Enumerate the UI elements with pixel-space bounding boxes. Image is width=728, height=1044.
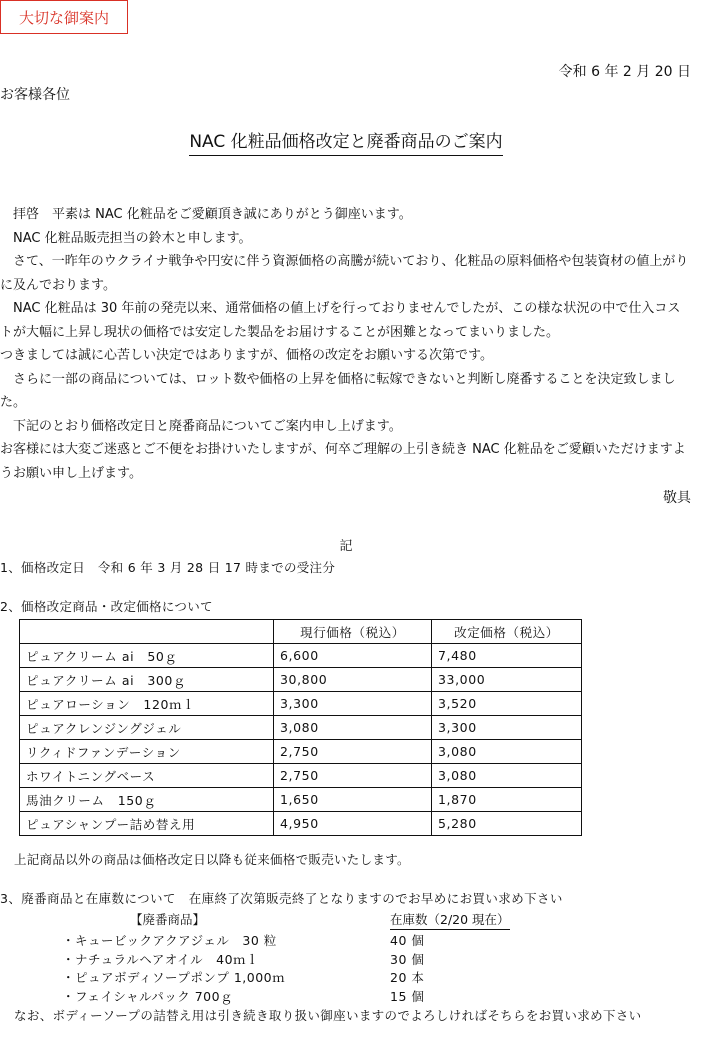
price-table bbox=[19, 619, 582, 836]
table-row bbox=[20, 812, 582, 836]
header-product bbox=[20, 620, 274, 644]
discontinued-item-name: ・ナチュラルヘアオイル 40ｍｌ bbox=[62, 952, 260, 967]
discontinued-item-name: ・キュービックアクアジェル 30 粒 bbox=[62, 933, 277, 948]
table-row bbox=[20, 692, 582, 716]
current-price: 2,750 bbox=[274, 740, 432, 764]
product-name: ピュアクリーム ai 300ｇ bbox=[20, 668, 274, 692]
product-name: ホワイトニングベース bbox=[20, 764, 274, 788]
current-price: 4,950 bbox=[274, 812, 432, 836]
body-paragraph: お客様には大変ご迷惑とご不便をお掛けいたしますが、何卒ご理解の上引き続き NAC 化粧品をご愛顧いただけますようお願い申し上げます。 bbox=[0, 442, 686, 481]
discontinued-item-stock: 15 個 bbox=[390, 989, 425, 1004]
item-price-revision-products: 2、価格改定商品・改定価格について bbox=[0, 599, 213, 614]
discontinued-item-name: ・フェイシャルパック 700ｇ bbox=[62, 989, 234, 1004]
item-price-revision-date: 1、価格改定日 令和 6 年 3 月 28 日 17 時までの受注分 bbox=[0, 560, 336, 575]
body-paragraph: さて、一昨年のウクライナ戦争や円安に伴う資源価格の高騰が続いており、化粧品の原料価格や包装資材の値上がりに及んでおります。 bbox=[0, 254, 689, 293]
price-table-header-row bbox=[20, 620, 582, 644]
body-paragraph: NAC 化粧品販売担当の鈴木と申します。 bbox=[13, 230, 252, 246]
product-name: リクィドファンデーション bbox=[20, 740, 274, 764]
revised-price: 5,280 bbox=[432, 812, 582, 836]
current-price: 3,080 bbox=[274, 716, 432, 740]
table-row bbox=[20, 644, 582, 668]
revised-price: 3,080 bbox=[432, 764, 582, 788]
header-revised-price: 改定価格（税込） bbox=[432, 620, 582, 644]
current-price: 30,800 bbox=[274, 668, 432, 692]
current-price: 2,750 bbox=[274, 764, 432, 788]
closing-word: 敬具 bbox=[663, 490, 691, 506]
document-title-text: NAC 化粧品価格改定と廃番商品のご案内 bbox=[189, 132, 502, 156]
refill-note: なお、ボディーソープの詰替え用は引き続き取り扱い御座いますのでよろしければそちらをお買い求め下さい bbox=[14, 1008, 642, 1023]
stock-header: 在庫数（2/20 現在） bbox=[390, 910, 510, 930]
revised-price: 3,520 bbox=[432, 692, 582, 716]
revised-price: 3,080 bbox=[432, 740, 582, 764]
document-date: 令和 6 年 2 月 20 日 bbox=[558, 64, 691, 80]
current-price: 6,600 bbox=[274, 644, 432, 668]
table-row bbox=[20, 788, 582, 812]
item-discontinued-products: 3、廃番商品と在庫数について 在庫終了次第販売終了となりますのでお早めにお買い求め下さい bbox=[0, 891, 563, 906]
body-paragraph: NAC 化粧品は 30 年前の発売以来、通常価格の値上げを行っておりませんでしたが、この様な状況の中で仕入コストが大幅に上昇し現状の価格では安定した製品をお届けすることが困難となってまいりました。 bbox=[0, 301, 681, 340]
body-paragraph: つきましては誠に心苦しい決定ではありますが、価格の改定をお願いする次第です。 bbox=[0, 348, 493, 363]
table-row bbox=[20, 764, 582, 788]
discontinued-item-stock: 40 個 bbox=[390, 933, 425, 948]
discontinued-item-name: ・ピュアボディソープポンプ 1,000ｍ bbox=[62, 970, 286, 985]
revised-price: 7,480 bbox=[432, 644, 582, 668]
discontinued-item-stock: 30 個 bbox=[390, 952, 425, 967]
document-title bbox=[0, 127, 692, 152]
table-row bbox=[20, 740, 582, 764]
product-name: ピュアシャンプー詰め替え用 bbox=[20, 812, 274, 836]
body-paragraph: さらに一部の商品については、ロット数や価格の上昇を価格に転嫁できないと判断し廃番することを決定致しました。 bbox=[0, 371, 676, 410]
header-current-price: 現行価格（税込） bbox=[274, 620, 432, 644]
current-price: 3,300 bbox=[274, 692, 432, 716]
ki-heading: 記 bbox=[339, 539, 353, 554]
body-paragraph: 拝啓 平素は NAC 化粧品をご愛顧頂き誠にありがとう御座います。 bbox=[13, 207, 412, 222]
notice-badge: 大切な御案内 bbox=[0, 0, 128, 34]
discontinued-header: 【廃番商品】 bbox=[130, 912, 206, 927]
letter-body bbox=[0, 203, 692, 485]
revised-price: 33,000 bbox=[432, 668, 582, 692]
product-name: ピュアローション 120ｍｌ bbox=[20, 692, 274, 716]
table-row bbox=[20, 716, 582, 740]
body-paragraph: 下記のとおり価格改定日と廃番商品についてご案内申し上げます。 bbox=[13, 418, 402, 434]
product-name: ピュアクレンジングジェル bbox=[20, 716, 274, 740]
recipient-line: お客様各位 bbox=[0, 87, 70, 103]
product-name: ピュアクリーム ai 50ｇ bbox=[20, 644, 274, 668]
discontinued-item-stock: 20 本 bbox=[390, 970, 425, 985]
current-price: 1,650 bbox=[274, 788, 432, 812]
revised-price: 3,300 bbox=[432, 716, 582, 740]
revised-price: 1,870 bbox=[432, 788, 582, 812]
product-name: 馬油クリーム 150ｇ bbox=[20, 788, 274, 812]
price-note: 上記商品以外の商品は価格改定日以降も従来価格で販売いたします。 bbox=[14, 852, 410, 867]
table-row bbox=[20, 668, 582, 692]
